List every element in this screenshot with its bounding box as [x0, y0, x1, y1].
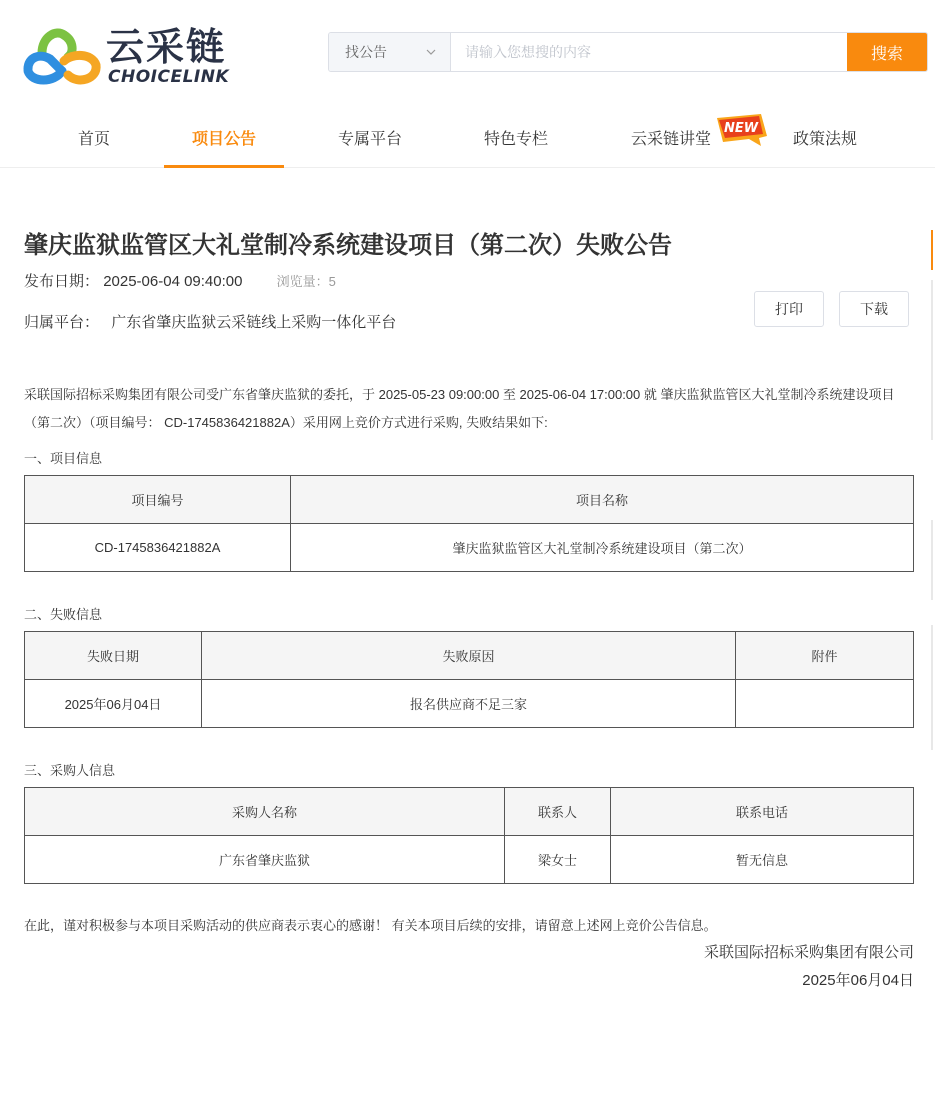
table-header-cell: 失败日期 — [25, 632, 202, 680]
platform-value: 广东省肇庆监狱云采链线上采购一体化平台 — [111, 314, 397, 331]
platform-label: 归属平台： — [24, 314, 100, 331]
section-heading: 二、失败信息 — [24, 607, 103, 622]
logo-text-en: CHOICELINK — [108, 67, 230, 87]
section-heading: 三、采购人信息 — [24, 763, 116, 778]
attachment-cell[interactable] — [736, 680, 914, 728]
chevron-down-icon — [426, 47, 436, 57]
views-value: 5 — [328, 274, 336, 289]
new-badge — [715, 112, 769, 148]
table-header-cell: 附件 — [736, 632, 914, 680]
main-nav — [0, 112, 935, 168]
print-button[interactable]: 打印 — [754, 291, 824, 327]
signature-date: 2025年06月04日 — [802, 972, 914, 989]
table-header-cell: 项目编号 — [25, 476, 291, 524]
table-row — [25, 524, 914, 572]
publish-meta — [24, 270, 336, 291]
search-bar — [328, 32, 928, 72]
logo-chain-icon — [22, 25, 104, 89]
failure-info-table — [24, 631, 914, 728]
signature-org: 采联国际招标采购集团有限公司 — [703, 944, 914, 961]
nav-exclusive-platform[interactable]: 专属平台 — [337, 131, 402, 148]
edge-divider — [931, 280, 933, 440]
new-badge-text: NEW — [723, 121, 759, 136]
platform-info — [24, 311, 396, 332]
nav-announcements[interactable]: 项目公告 — [164, 112, 284, 168]
closing-paragraph: 在此，谨对积极参与本项目采购活动的供应商表示衷心的感谢！ 有关本项目后续的安排，请留意上述网上竞价公告信息。 — [24, 918, 717, 933]
table-cell: 肇庆监狱监管区大礼堂制冷系统建设项目（第二次） — [291, 524, 914, 572]
section-heading: 一、项目信息 — [24, 451, 103, 466]
table-row — [25, 836, 914, 884]
publish-date: 2025-06-04 09:40:00 — [103, 273, 243, 290]
download-button[interactable]: 下载 — [839, 291, 909, 327]
table-cell: 2025年06月04日 — [25, 680, 202, 728]
views-label: 浏览量： — [276, 274, 329, 289]
table-row — [25, 680, 914, 728]
purchaser-info-table — [24, 787, 914, 884]
table-cell: 报名供应商不足三家 — [202, 680, 736, 728]
table-header-cell: 采购人名称 — [25, 788, 505, 836]
table-cell: CD-1745836421882A — [25, 524, 291, 572]
publish-date-label: 发布日期： — [24, 273, 100, 290]
table-header-cell: 联系电话 — [611, 788, 914, 836]
table-header-cell: 失败原因 — [202, 632, 736, 680]
intro-paragraph: 采联国际招标采购集团有限公司受广东省肇庆监狱的委托，于 2025-05-23 09:00:00 至 2025-06-04 17:00:00 就 肇庆监狱监管区大礼堂制冷系统建设项目（第二次）（项目编号： CD-1745836421882A）采用网上竞价方式进行采购, 失败结果如下: — [24, 387, 895, 430]
table-header-row — [25, 632, 914, 680]
nav-featured-column[interactable]: 特色专栏 — [483, 131, 548, 148]
search-type-select[interactable] — [329, 33, 451, 71]
edge-divider — [931, 520, 933, 600]
table-header-cell: 联系人 — [505, 788, 611, 836]
table-header-row — [25, 788, 914, 836]
table-cell: 广东省肇庆监狱 — [25, 836, 505, 884]
search-type-value: 找公告 — [345, 44, 387, 60]
table-header-cell: 项目名称 — [291, 476, 914, 524]
search-input[interactable] — [451, 33, 847, 71]
search-button[interactable]: 搜索 — [847, 33, 927, 71]
nav-lecture-hall[interactable]: 云采链讲堂 — [630, 131, 711, 148]
logo-text-cn: 云采链 — [106, 25, 227, 69]
nav-home[interactable]: 首页 — [77, 131, 110, 148]
table-cell: 暂无信息 — [611, 836, 914, 884]
logo[interactable] — [22, 25, 237, 91]
edge-divider — [931, 625, 933, 750]
views-count — [277, 274, 336, 289]
scroll-marker — [931, 230, 933, 270]
page-title: 肇庆监狱监管区大礼堂制冷系统建设项目（第二次）失败公告 — [24, 232, 672, 259]
table-cell: 梁女士 — [505, 836, 611, 884]
nav-policy[interactable]: 政策法规 — [792, 131, 857, 148]
project-info-table — [24, 475, 914, 572]
table-header-row — [25, 476, 914, 524]
